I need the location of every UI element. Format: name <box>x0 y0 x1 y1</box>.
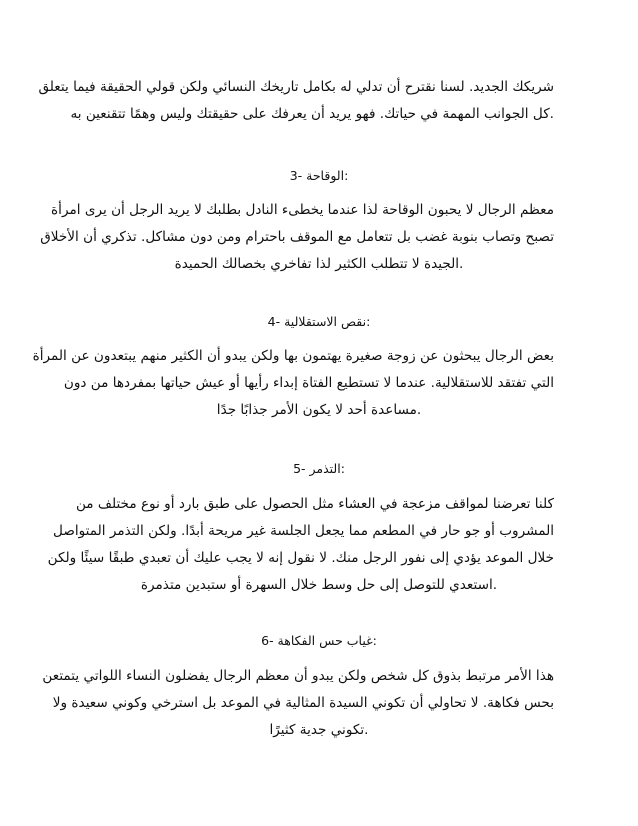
text-line: .استعدي للتوصل إلى حل وسط خلال السهرة أو ستبدين متذمرة <box>140 577 498 593</box>
text-line: شريكك الجديد. لسنا نقترح أن تدلي له بكامل تاريخك النسائي ولكن قولي الحقيقة فيما يتعلق <box>38 79 554 95</box>
text-line: معظم الرجال لا يحبون الوقاحة لذا عندما يخطىء النادل بطلبك لا يريد الرجل أن يرى امرأة <box>51 202 554 218</box>
text-line: تصبح وتصاب بنوبة غضب بل تتعامل مع الموقف باحترام ومن دون مشاكل. تذكري أن الأخلاق <box>40 229 554 245</box>
text-line: خلال الموعد يؤدي إلى نفور الرجل منك. لا نقول إنه لا يجب عليك أن تعبدي طبقًا سيئًا ولكن <box>47 550 554 566</box>
text-line: .مساعدة أحد لا يكون الأمر جذابًا جدًا <box>216 402 422 418</box>
text-line: .تكوني جدية كثيرًا <box>269 722 369 738</box>
section-heading-independence: :نقص الاستقلالية -4 <box>267 314 371 329</box>
text-line: التي تفتقد للاستقلالية. عندما لا تستطيع الفتاة إبداء رأيها أو عيش حياتها بمفردها من دون <box>63 375 554 391</box>
section-heading-complaining: :التذمر -5 <box>293 461 345 476</box>
intro-paragraph <box>38 74 554 128</box>
text-line: كلنا تعرضنا لمواقف مزعجة في العشاء مثل الحصول على طبق بارد أو نوع مختلف من <box>75 496 554 512</box>
section-heading-humor: :غياب حس الفكاهة -6 <box>261 633 377 648</box>
section-paragraph-humor <box>42 663 554 744</box>
text-line: بعض الرجال يبحثون عن زوجة صغيرة يهتمون بها ولكن يبدو أن الكثير منهم يبتعدون عن المرأة <box>32 348 554 364</box>
section-heading-rudeness: :الوقاحة -3 <box>289 168 349 183</box>
text-line: المشروب أو جو حار في المطعم مما يجعل الجلسة غير مريحة أبدًا. ولكن التذمر المتواصل <box>53 523 554 539</box>
section-paragraph-independence <box>32 343 554 424</box>
text-line: بحس فكاهة. لا تحاولي أن تكوني السيدة المثالية في الموعد بل استرخي وكوني سعيدة ولا <box>52 695 554 711</box>
text-line: .الجيدة لا تتطلب الكثير لذا تفاخري بخصالك الحميدة <box>174 256 464 272</box>
text-line: .كل الجوانب المهمة في حياتك. فهو يريد أن يعرفك على حقيقتك وليس وهمًا تتقنعين به <box>70 106 554 122</box>
section-paragraph-complaining <box>47 491 554 599</box>
text-line: هذا الأمر مرتبط بذوق كل شخص ولكن يبدو أن معظم الرجال يفضلون النساء اللواتي يتمتعن <box>42 668 554 684</box>
section-paragraph-rudeness <box>40 197 554 278</box>
